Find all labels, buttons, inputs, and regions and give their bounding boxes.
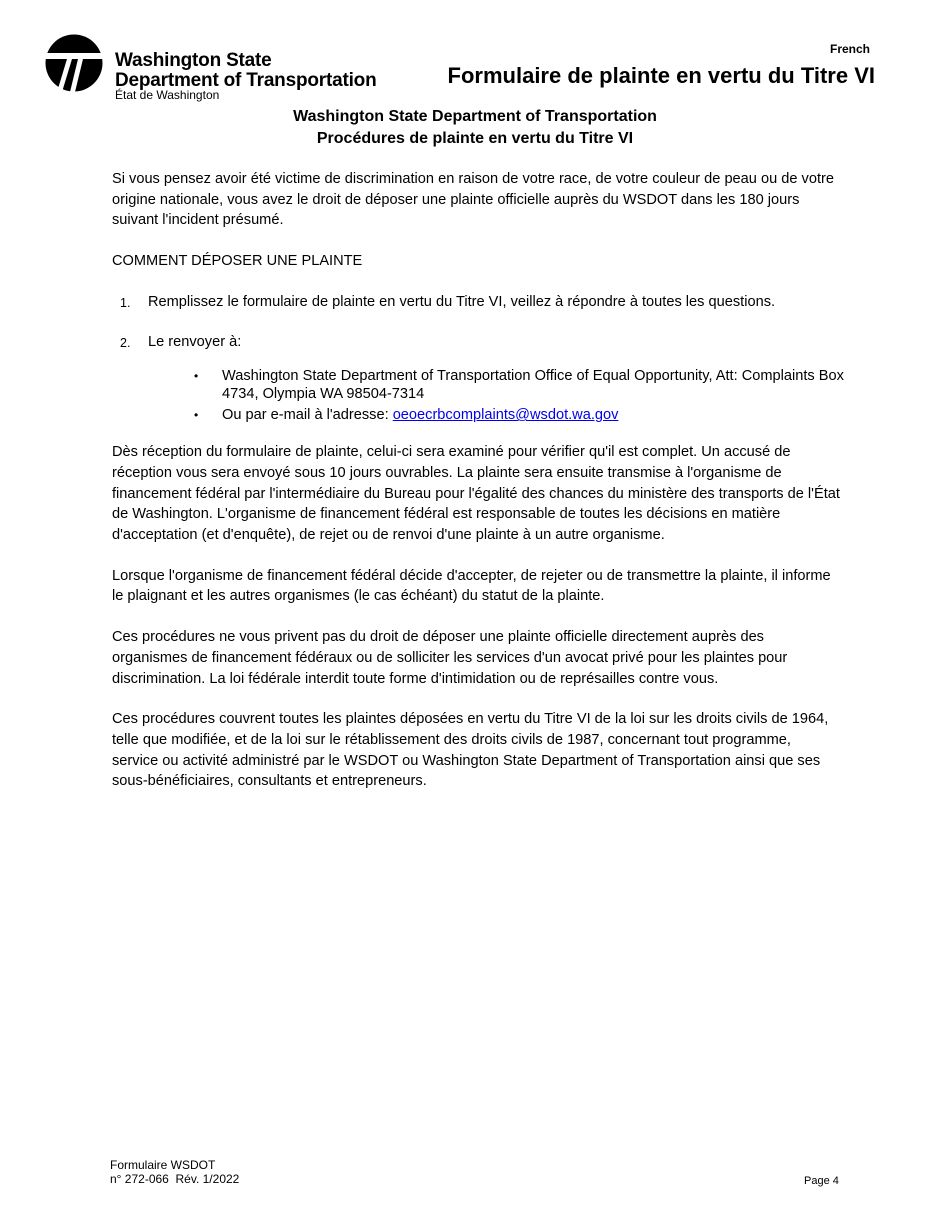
bullet-icon: • xyxy=(194,369,199,384)
section-heading: COMMENT DÉPOSER UNE PLAINTE xyxy=(112,253,363,270)
step-text: Remplissez le formulaire de plainte en vertu du Titre VI, veillez à répondre à toutes les questions. xyxy=(148,293,776,310)
agency-state: État de Washington xyxy=(115,88,220,102)
step-number: 2. xyxy=(120,335,131,350)
contact-list xyxy=(112,367,844,424)
document-heading xyxy=(0,106,950,150)
footer-form-number: n° 272-066 Rév. 1/2022 xyxy=(110,1172,240,1186)
form-title: Formulaire de plainte en vertu du Titre VI xyxy=(447,63,875,88)
page-number: Page 4 xyxy=(804,1175,839,1187)
paragraph: Ces procédures ne vous privent pas du droit de déposer une plainte officielle directement auprès des organismes de financement fédéraux ou de solliciter les services d'un avocat privé pour les plaintes pour discrimination. La loi fédérale interdit toute forme d'intimidation ou de représailles contre vous. xyxy=(112,629,788,687)
wsdot-logo xyxy=(45,34,425,104)
paragraph: Dès réception du formulaire de plainte, celui-ci sera examiné pour vérifier qu'il est complet. Un accusé de réception vous sera envoyé sous 10 jours ouvrables. La plainte sera ensuite transmise à l'organisme de financement fédéral par l'intermédiaire du Bureau pour l'égalité des chances du ministère des transports de l'État de Washington. L'organisme de financement fédéral est responsable de toutes les décisions en matière d'acceptation (et d'enquête), de rejet ou de renvoi d'une plainte à un autre organisme. xyxy=(112,444,840,544)
heading-line2: Procédures de plainte en vertu du Titre VI xyxy=(316,130,634,147)
contact-item-email xyxy=(112,406,872,424)
steps-list xyxy=(112,292,840,352)
language-label: French xyxy=(829,42,870,56)
step-item xyxy=(112,292,840,313)
footer-form-name: Formulaire WSDOT xyxy=(110,1158,216,1172)
wsdot-logo-icon xyxy=(45,34,103,92)
paragraph: Lorsque l'organisme de financement fédéral décide d'accepter, de rejeter ou de transmettre la plainte, il informe le plaignant et les autres organismes (le cas échéant) du statut de la plainte. xyxy=(112,567,831,605)
intro-paragraph: Si vous pensez avoir été victime de discrimination en raison de votre race, de votre couleur de peau ou de votre origine nationale, vous avez le droit de déposer une plainte officielle auprès du WSDOT dans les 180 jours suivant l'incident présumé. xyxy=(112,171,834,229)
email-prefix: Ou par e-mail à l'adresse: xyxy=(222,407,393,424)
heading-line1: Washington State Department of Transportation xyxy=(293,108,657,125)
step-number: 1. xyxy=(120,295,131,310)
agency-name-line1: Washington State xyxy=(115,50,272,71)
bullet-icon: • xyxy=(194,408,199,423)
contact-item-mail xyxy=(112,367,872,403)
footer-form-info xyxy=(110,1158,239,1186)
step-item xyxy=(112,332,840,353)
mail-address: Washington State Department of Transportation Office of Equal Opportunity, Att: Complaints Box 4734, Olympia WA 98504-7314 xyxy=(222,368,844,403)
agency-name-line2: Department of Transportation xyxy=(115,70,377,91)
agency-name xyxy=(115,51,376,91)
document-body xyxy=(112,169,844,812)
paragraph: Ces procédures couvrent toutes les plaintes déposées en vertu du Titre VI de la loi sur les droits civils de 1964, telle que modifiée, et de la loi sur le rétablissement des droits civils de 1987, concernant tout programme, service ou activité administré par le WSDOT ou Washington State Department of Transportation ainsi que ses sous-bénéficiaires, consultants et entrepreneurs. xyxy=(112,711,829,790)
email-link[interactable]: oeoecrbcomplaints@wsdot.wa.gov xyxy=(392,407,619,424)
step-text: Le renvoyer à: xyxy=(148,333,242,350)
